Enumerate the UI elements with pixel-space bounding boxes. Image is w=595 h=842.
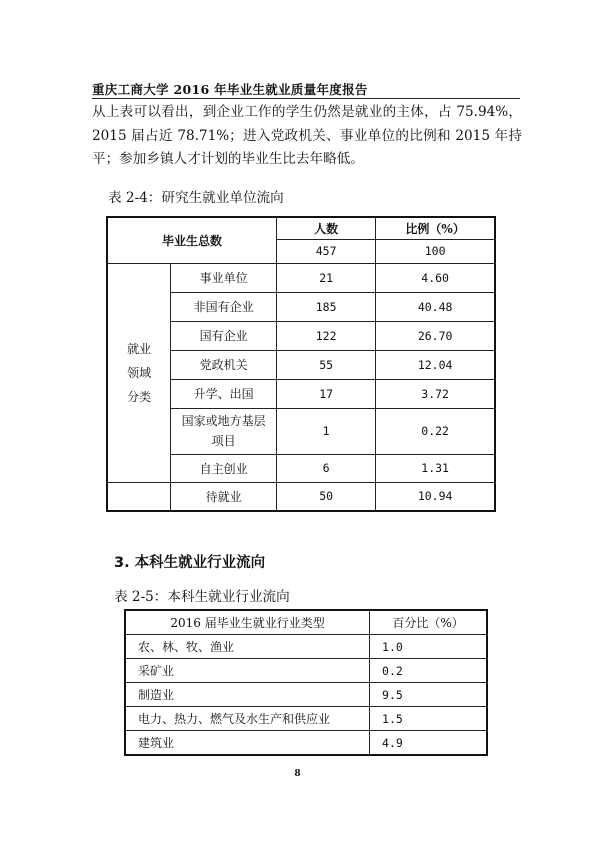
row-count: 185 — [276, 292, 375, 321]
undergrad-industry-table — [124, 609, 488, 756]
row-ratio: 0.22 — [376, 408, 495, 454]
industry-label: 农、林、牧、渔业 — [125, 635, 370, 659]
total-label: 毕业生总数 — [107, 217, 276, 263]
row-label: 国家或地方基层项目 — [171, 408, 277, 454]
industry-percent: 1.5 — [370, 707, 487, 731]
table2-caption: 表 2-5：本科生就业行业流向 — [114, 589, 290, 605]
row-count: 21 — [276, 263, 375, 292]
row-label: 自主创业 — [171, 454, 277, 482]
industry-label: 制造业 — [125, 683, 370, 707]
section-heading: 3. 本科生就业行业流向 — [114, 555, 266, 571]
table-row — [107, 263, 495, 292]
row-label: 事业单位 — [171, 263, 277, 292]
total-count: 457 — [276, 239, 375, 263]
body-paragraph: 从上表可以看出，到企业工作的学生仍然是就业的主体，占 75.94%，2015 届占近 78.71%；进入党政机关、事业单位的比例和 2015 年持平；参加乡镇人才计划的毕业生比去年略低。 — [92, 104, 522, 167]
header-rule — [92, 98, 520, 99]
table1-caption: 表 2-4：研究生就业单位流向 — [108, 190, 284, 206]
row-label: 升学、出国 — [171, 379, 277, 408]
table-header-row — [125, 610, 487, 635]
ratio-header: 比例（%） — [376, 217, 495, 239]
page-number: 8 — [294, 769, 301, 779]
pending-count: 50 — [276, 482, 375, 511]
percent-header: 百分比（%） — [370, 610, 487, 635]
row-label: 非国有企业 — [171, 292, 277, 321]
row-count: 55 — [276, 350, 375, 379]
graduate-employment-table — [106, 216, 496, 512]
table-row — [125, 731, 487, 756]
row-ratio: 4.60 — [376, 263, 495, 292]
table-row — [125, 635, 487, 659]
industry-label: 电力、热力、燃气及水生产和供应业 — [125, 707, 370, 731]
row-ratio: 26.70 — [376, 321, 495, 350]
count-header: 人数 — [276, 217, 375, 239]
industry-percent: 0.2 — [370, 659, 487, 683]
table-row — [125, 659, 487, 683]
blank-cell — [107, 482, 171, 511]
row-ratio: 1.31 — [376, 454, 495, 482]
row-label: 党政机关 — [171, 350, 277, 379]
report-header: 重庆工商大学 2016 年毕业生就业质量年度报告 — [92, 82, 368, 97]
row-count: 17 — [276, 379, 375, 408]
pending-ratio: 10.94 — [376, 482, 495, 511]
industry-percent: 4.9 — [370, 731, 487, 756]
row-count: 122 — [276, 321, 375, 350]
row-label: 国有企业 — [171, 321, 277, 350]
total-ratio: 100 — [376, 239, 495, 263]
table-row — [125, 707, 487, 731]
group-label: 就业领域分类 — [107, 263, 171, 482]
industry-label: 采矿业 — [125, 659, 370, 683]
industry-header: 2016 届毕业生就业行业类型 — [125, 610, 370, 635]
row-ratio: 40.48 — [376, 292, 495, 321]
industry-label: 建筑业 — [125, 731, 370, 756]
row-count: 6 — [276, 454, 375, 482]
row-ratio: 3.72 — [376, 379, 495, 408]
pending-label: 待就业 — [171, 482, 277, 511]
row-count: 1 — [276, 408, 375, 454]
industry-percent: 9.5 — [370, 683, 487, 707]
row-ratio: 12.04 — [376, 350, 495, 379]
industry-percent: 1.0 — [370, 635, 487, 659]
table-row-pending — [107, 482, 495, 511]
table-row — [125, 683, 487, 707]
